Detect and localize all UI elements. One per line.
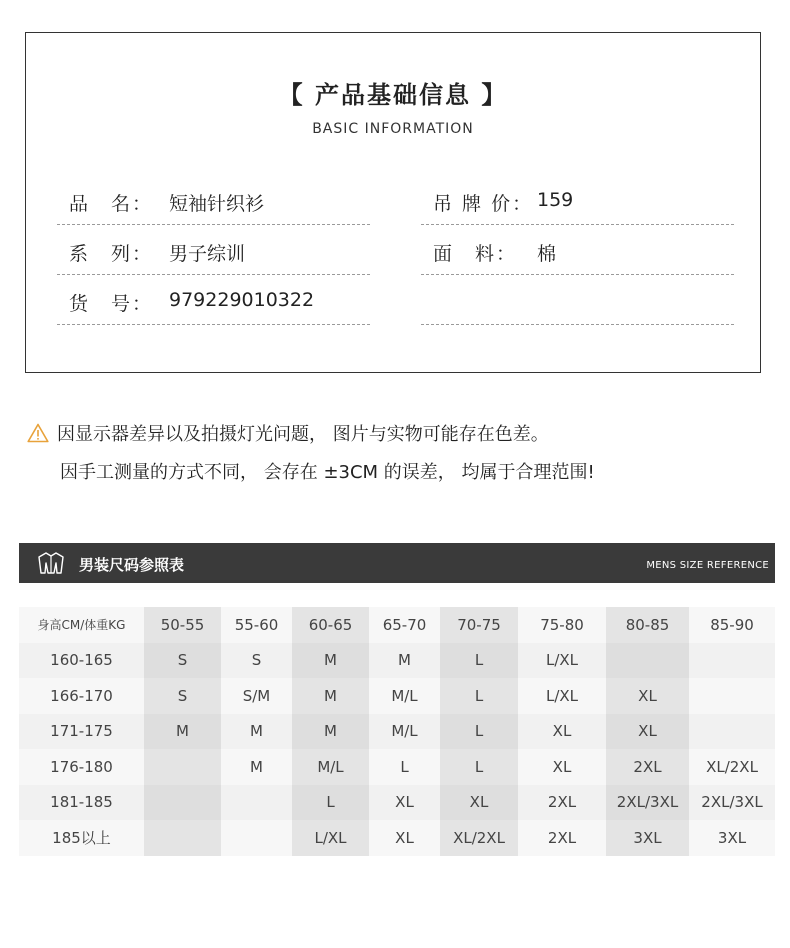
size-cell: L [440, 678, 518, 714]
size-cell: XL/2XL [689, 749, 775, 785]
size-cell [221, 785, 292, 821]
field-value: 979229010322 [169, 289, 315, 311]
weight-header-cell: 65-70 [369, 607, 440, 643]
size-row [19, 749, 775, 785]
weight-header-cell: 80-85 [606, 607, 689, 643]
product-name-field [57, 175, 370, 225]
weight-header-cell: 70-75 [440, 607, 518, 643]
size-cell: M [144, 714, 221, 750]
size-cell: 2XL [518, 785, 606, 821]
size-row [19, 714, 775, 750]
height-cell: 171-175 [19, 714, 144, 750]
size-cell: XL/2XL [440, 820, 518, 856]
size-cell [144, 749, 221, 785]
size-cell: XL [606, 678, 689, 714]
notice-line-2: 因手工测量的方式不同， 会存在 ±3CM 的误差， 均属于合理范围! [60, 462, 595, 483]
size-cell [144, 820, 221, 856]
weight-header-cell: 60-65 [292, 607, 369, 643]
size-cell: XL [440, 785, 518, 821]
size-cell: 3XL [689, 820, 775, 856]
height-cell: 160-165 [19, 643, 144, 679]
size-cell: M/L [369, 678, 440, 714]
size-cell [689, 678, 775, 714]
size-cell: XL [606, 714, 689, 750]
size-cell: M [221, 749, 292, 785]
height-cell: 166-170 [19, 678, 144, 714]
field-value: 159 [537, 189, 574, 211]
fabric-field [421, 225, 734, 275]
size-cell [689, 714, 775, 750]
size-cell: XL [369, 820, 440, 856]
size-row [19, 678, 775, 714]
size-cell [606, 643, 689, 679]
size-cell: XL [518, 749, 606, 785]
size-cell: XL [518, 714, 606, 750]
field-value: 男子综训 [169, 243, 246, 265]
field-label: 货 号： [69, 293, 154, 315]
weight-header-cell: 75-80 [518, 607, 606, 643]
size-cell: 2XL [606, 749, 689, 785]
size-cell: M [369, 643, 440, 679]
size-cell: S [144, 643, 221, 679]
size-cell [221, 820, 292, 856]
size-cell: L/XL [518, 678, 606, 714]
size-chart-subtitle: MENS SIZE REFERENCE [646, 560, 769, 571]
size-header-row [19, 607, 775, 643]
size-cell: S [144, 678, 221, 714]
size-cell: XL [369, 785, 440, 821]
size-chart-title: 男装尺码参照表 [79, 556, 185, 574]
size-cell: L [440, 749, 518, 785]
basic-info-subtitle: BASIC INFORMATION [312, 121, 474, 137]
height-cell: 185以上 [19, 820, 144, 856]
series-field [57, 225, 370, 275]
size-cell: 2XL [518, 820, 606, 856]
size-chart-table [19, 607, 775, 856]
size-row [19, 643, 775, 679]
item-number-field [57, 275, 370, 325]
size-cell: M/L [369, 714, 440, 750]
weight-header-cell: 55-60 [221, 607, 292, 643]
field-value: 短袖针织衫 [169, 193, 265, 215]
field-label: 吊 牌 价： [433, 193, 534, 215]
size-cell: S/M [221, 678, 292, 714]
basic-info-panel [25, 32, 761, 373]
size-cell: M [292, 643, 369, 679]
size-row [19, 785, 775, 821]
size-cell: L [292, 785, 369, 821]
field-value: 棉 [537, 243, 557, 265]
field-label: 系 列： [69, 243, 154, 265]
size-row [19, 820, 775, 856]
size-cell: 3XL [606, 820, 689, 856]
weight-header-cell: 85-90 [689, 607, 775, 643]
size-cell: M/L [292, 749, 369, 785]
warning-triangle-icon [27, 423, 49, 443]
empty-field [421, 275, 734, 325]
size-cell: S [221, 643, 292, 679]
basic-info-title: 【 产品基础信息 】 [278, 81, 508, 109]
size-cell: L/XL [292, 820, 369, 856]
size-cell: M [292, 714, 369, 750]
size-cell [144, 785, 221, 821]
notice-text-1: 因显示器差异以及拍摄灯光问题， 图片与实物可能存在色差。 [57, 424, 549, 445]
tag-price-field [421, 175, 734, 225]
size-cell: M [292, 678, 369, 714]
size-cell: M [221, 714, 292, 750]
height-cell: 176-180 [19, 749, 144, 785]
weight-header-cell: 50-55 [144, 607, 221, 643]
size-cell: L [440, 714, 518, 750]
field-label: 面 料： [433, 243, 518, 265]
size-cell: L [369, 749, 440, 785]
size-cell: L [440, 643, 518, 679]
notice-line-1 [27, 420, 549, 446]
size-cell: 2XL/3XL [689, 785, 775, 821]
size-chart-header [19, 543, 775, 583]
size-cell: L/XL [518, 643, 606, 679]
field-label: 品 名： [69, 193, 154, 215]
height-weight-header-cell: 身高CM/体重KG [19, 607, 144, 643]
height-cell: 181-185 [19, 785, 144, 821]
size-cell [689, 643, 775, 679]
jacket-logo-icon [37, 551, 65, 575]
size-cell: 2XL/3XL [606, 785, 689, 821]
